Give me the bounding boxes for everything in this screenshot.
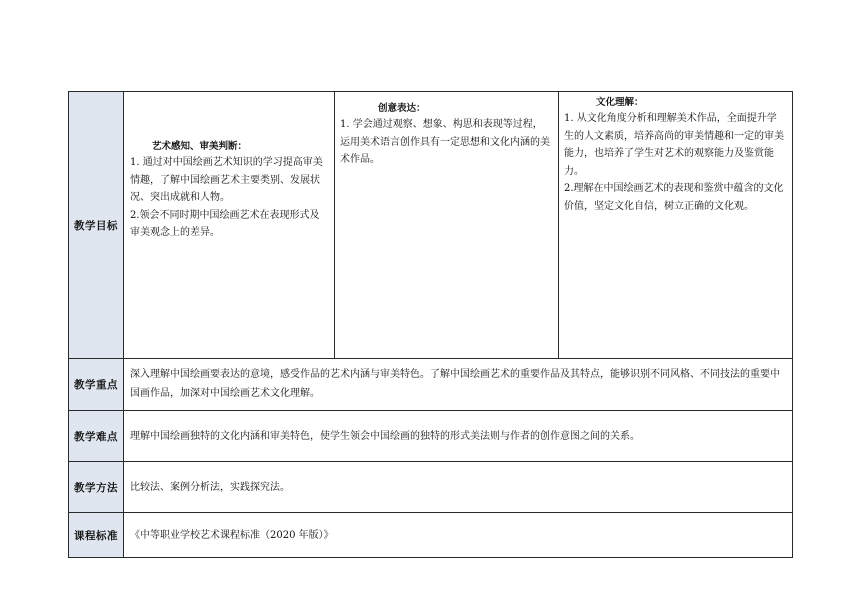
objective-culture-item-2: 2.理解在中国绘画艺术的表现和鉴赏中蕴含的文化价值，坚定文化自信，树立正确的文化观。 [564, 183, 784, 212]
objective-aesthetic-item-1: 1. 通过对中国绘画艺术知识的学习提高审美情趣，了解中国绘画艺术主要类别、发展状况、突出成就和人物。 [130, 157, 323, 203]
difficulties-text: 理解中国绘画独特的文化内涵和审美特色，使学生领会中国绘画的独特的形式美法则与作者的创作意图之间的关系。 [124, 411, 793, 462]
objective-aesthetic-heading: 艺术感知、审美判断： [152, 141, 248, 152]
methods-text: 比较法、案例分析法，实践探究法。 [124, 462, 793, 513]
objective-creative-heading: 创意表达： [378, 103, 426, 114]
difficulties-label: 教学难点 [69, 411, 124, 462]
objective-culture-item-1: 1. 从文化角度分析和理解美术作品，全面提升学生的人文素质，培养高尚的审美情趣和一定的审美能力，也培养了学生对艺术的观察能力及鉴赏能力。 [564, 113, 784, 177]
key-points-label: 教学重点 [69, 359, 124, 411]
standard-text: 《中等职业学校艺术课程标准（2020 年版）》 [124, 513, 793, 558]
lesson-plan-table [68, 91, 793, 558]
objectives-label: 教学目标 [69, 92, 124, 359]
difficulties-row [69, 411, 793, 462]
objective-aesthetic-cell [124, 92, 335, 359]
objective-culture-heading: 文化理解： [596, 97, 644, 108]
objective-creative-item-1: 1. 学会通过观察、想象、构思和表现等过程，运用美术语言创作具有一定思想和文化内涵的美术作品。 [340, 119, 550, 165]
key-points-row [69, 359, 793, 411]
objective-aesthetic-item-2: 2.领会不同时期中国绘画艺术在表现形式及审美观念上的差异。 [130, 209, 320, 238]
objective-creative-cell [335, 92, 559, 359]
objective-culture-cell [559, 92, 793, 359]
methods-label: 教学方法 [69, 462, 124, 513]
objectives-row [69, 92, 793, 359]
methods-row [69, 462, 793, 513]
standard-row [69, 513, 793, 558]
key-points-text: 深入理解中国绘画要表达的意境，感受作品的艺术内涵与审美特色。了解中国绘画艺术的重要作品及其特点，能够识别不同风格、不同技法的重要中国画作品，加深对中国绘画艺术文化理解。 [124, 359, 793, 411]
standard-label: 课程标准 [69, 513, 124, 558]
